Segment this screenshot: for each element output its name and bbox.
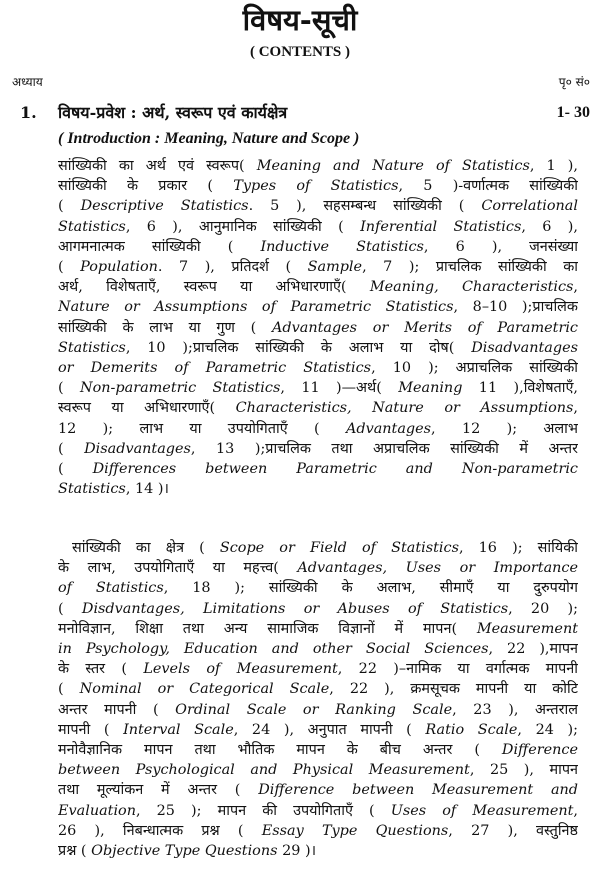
contents-line: मापनी ( Interval Scale, 24 ), अनुपात मापनी ( Ratio Scale, 24 ); (58, 721, 578, 738)
contents-line: ( Population. 7 ), प्रतिदर्श ( Sample, 7 ); प्राचलिक सांख्यिकी का (58, 259, 578, 276)
contents-line: ( Nominal or Categorical Scale, 22 ), क्रमसूचक मापनी या कोटि (58, 681, 578, 698)
contents-line: Nature or Assumptions of Parametric Statistics, 8–10 );प्राचलिक (58, 299, 578, 316)
contents-line: सांख्यिकी का क्षेत्र ( Scope or Field of Statistics, 16 ); सांयिकी (72, 540, 578, 556)
contents-line: अन्तर मापनी ( Ordinal Scale or Ranking Scale, 23 ), अन्तराल (58, 701, 578, 718)
contents-line: ( Non-parametric Statistics, 11 )—अर्थ( Meaning 11 ),विशेषताएँ, (58, 380, 578, 397)
contents-line: आगमनात्मक सांख्यिकी ( Inductive Statistics, 6 ), जनसंख्या (58, 238, 578, 255)
contents-line: तथा मूल्यांकन में अन्तर ( Difference between Measurement and (58, 782, 578, 799)
page-subtitle: ( CONTENTS ) (249, 44, 350, 60)
contents-line: Statistics, 6 ), आनुमानिक सांख्यिकी ( Inferential Statistics, 6 ), (58, 218, 578, 235)
contents-line: मनोवैज्ञानिक मापन तथा भौतिक मापन के बीच अन्तर ( Difference (58, 742, 578, 759)
contents-line: ( Differences between Parametric and Non-parametric (58, 461, 578, 478)
chapter-title-hindi: विषय-प्रवेश : अर्थ, स्वरूप एवं कार्यक्षेत्र (58, 103, 288, 122)
contents-line: मनोविज्ञान, शिक्षा तथा अन्य सामाजिक विज्ञानों में मापन( Measurement (58, 620, 578, 637)
contents-line: or Demerits of Parametric Statistics, 10 ); अप्राचलिक सांख्यिकी (58, 360, 578, 377)
contents-line: प्रश्न ( Objective Type Questions 29 )। (58, 843, 317, 860)
contents-line: के लाभ, उपयोगिताएँ या महत्त्व( Advantages, Uses or Importance (58, 560, 578, 577)
page-number-column-heading: पृ० सं० (558, 75, 590, 89)
contents-line: in Psychology, Education and other Social Sciences, 22 ),मापन (58, 641, 578, 658)
contents-line: ( Disdvantages, Limitations or Abuses of Statistics, 20 ); (58, 600, 578, 617)
chapter-number: 1. (20, 103, 37, 122)
contents-line: ( Descriptive Statistics. 5 ), सहसम्बन्ध सांख्यिकी ( Correlational (58, 198, 578, 215)
chapter-title-english: ( Introduction : Meaning, Nature and Scope ) (58, 130, 360, 147)
contents-line: 12 ); लाभ या उपयोगिताएँ ( Advantages, 12 ); अलाभ (58, 420, 578, 437)
contents-line: अर्थ, विशेषताएँ, स्वरूप या अभिधारणाएँ( Meaning, Characteristics, (58, 279, 578, 296)
contents-line: स्वरूप या अभिधारणाएँ( Characteristics, Nature or Assumptions, (58, 400, 578, 417)
contents-line: सांख्यिकी के लाभ या गुण ( Advantages or Merits of Parametric (58, 319, 578, 336)
contents-paragraph-1 (58, 156, 578, 499)
contents-line: of Statistics, 18 ); सांख्यिकी के अलाभ, सीमाएँ या दुरुपयोग (58, 580, 578, 597)
chapter-page-range: 1- 30 (556, 104, 590, 121)
contents-line: सांख्यिकी के प्रकार ( Types of Statistics, 5 )-वर्णात्मक सांख्यिकी (58, 178, 578, 195)
contents-line: सांख्यिकी का अर्थ एवं स्वरूप( Meaning and Nature of Statistics, 1 ), (58, 158, 578, 174)
contents-line: between Psychological and Physical Measurement, 25 ), मापन (58, 762, 578, 779)
contents-line: Evaluation, 25 ); मापन की उपयोगिताएँ ( Uses of Measurement, (58, 802, 578, 819)
contents-paragraph-2 (58, 538, 578, 861)
page-title: विषय-सूची (242, 3, 358, 37)
contents-line: 26 ), निबन्धात्मक प्रश्न ( Essay Type Questions, 27 ), वस्तुनिष्ठ (58, 822, 578, 839)
chapter-column-heading: अध्याय (12, 75, 43, 89)
contents-line: के स्तर ( Levels of Measurement, 22 )–नामिक या वर्गात्मक मापनी (58, 661, 578, 678)
contents-line: Statistics, 14 )। (58, 481, 169, 498)
contents-line: ( Disadvantages, 13 );प्राचलिक तथा अप्राचलिक सांख्यिकी में अन्तर (58, 440, 578, 457)
contents-line: Statistics, 10 );प्राचलिक सांख्यिकी के अलाभ या दोष( Disadvantages (58, 339, 578, 356)
